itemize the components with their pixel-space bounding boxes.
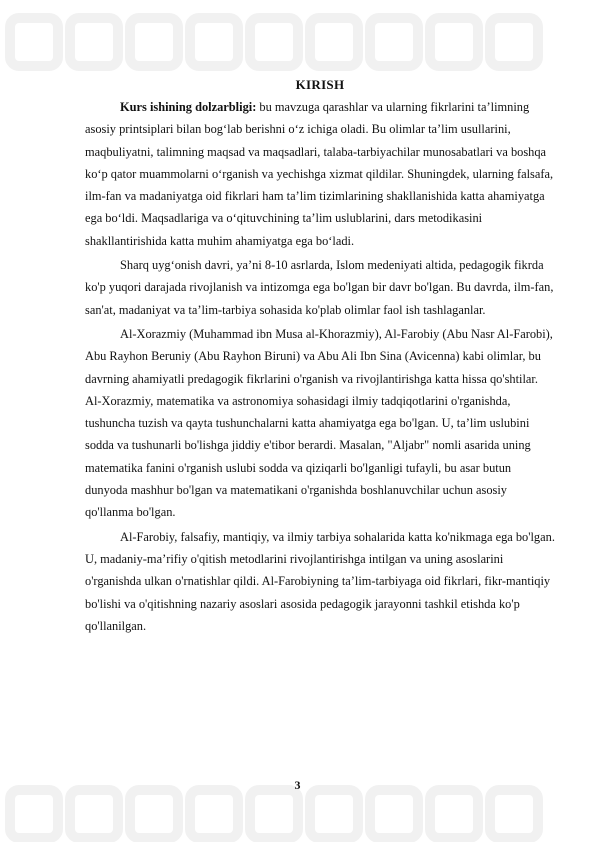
paragraph-lead-label: Kurs ishining dolzarbligi: [120, 100, 257, 114]
paragraph-text: bu mavzuga qarashlar va ularning fikrlarini ta’limning asosiy printsiplari bilan bog‘lab berishni o‘z ichiga oladi. Bu olimlar ta’lim usullarini, maqbuliyatni, talimning maqsad va maqsadlari, talaba-tarbiyachilar munosabatlari va boshqa ko‘p qator muammolarni o‘rganish va yechishga xizmat qildilar. Shuningdek, ularning falsafa, ilm-fan va madaniyatga oid fikrlari ham ta’lim tizimlarining shakllanishida katta ahamiyatga ega bo‘ldi. Maqsadlariga va o‘qituvchining ta’lim uslublarini, dars metodikasini shakllantirishida katta muhim ahamiyatga ega bo‘ladi. [85, 100, 554, 248]
paragraph-relevance [85, 96, 555, 252]
paragraph-scholars [85, 323, 555, 524]
paragraph-text: Al-Xorazmiy (Muhammad ibn Musa al-Khorazmiy), Al-Farobiy (Abu Nasr Al-Farobi), Abu Rayhon Beruniy (Abu Rayhon Biruni) va Abu Ali Ibn Sina (Avicenna) kabi olimlar, bu davrning ahamiyatli predagogik fikrlarini o'rganish va rivojlantirishga katta hissa qo'shtilar. Al-Xorazmiy, matematika va astronomiya sohasidagi ilmiy tadqiqotlarini o'rganishda, tushuncha tuzish va qayta tushunchalarni katta ahamiyatga ega bo'lgan. U, ta’lim uslubini sodda va tushunarli bo'lishga jiddiy e'tibor berardi. Masalan, "Aljabr" nomli asarida uning matematika fanini o'rganish uslubi sodda va qiziqarli bo'lganligi tufayli, bu asar butun dunyoda mashhur bo'lgan va matematikani o'rganishda boshlanuvchilar uchun asosiy qo'llanma bo'lgan. [85, 326, 553, 520]
paragraph-text: Sharq uyg‘onish davri, ya’ni 8-10 asrlarda, Islom medeniyati altida, pedagogik fikrda ko'p yuqori darajada rivojlanish va intizomga ega bo'lgan bir davr bo'lgan. Bu davrda, ilm-fan, san'at, madaniyat va ta’lim-tarbiya sohasida ko'plab olimlar faol ish tashlaganlar. [85, 258, 554, 317]
paragraph-al-farobiy [85, 526, 555, 637]
page-number: 3 [294, 778, 301, 792]
document-page [85, 78, 555, 639]
paragraph-eastern-renaissance [85, 254, 555, 321]
paragraph-text: Al-Farobiy, falsafiy, mantiqiy, va ilmiy tarbiya sohalarida katta ko'nikmaga ega bo'lgan. U, madaniy-ma’rifiy o'qitish metodlarini rivojlantirishga intilgan va uning asoslarini o'rganishda ulkan o'rnatishlar qildi. Al-Farobiyning ta’lim-tarbiyaga oid fikrlari, fikr-mantiqiy bo'lishi va o'qitishning nazariy asoslari asosida pedagogik jarayonni tashkil etishda ko'p qo'llanilgan. [85, 529, 555, 633]
section-heading: KIRISH [295, 77, 345, 92]
